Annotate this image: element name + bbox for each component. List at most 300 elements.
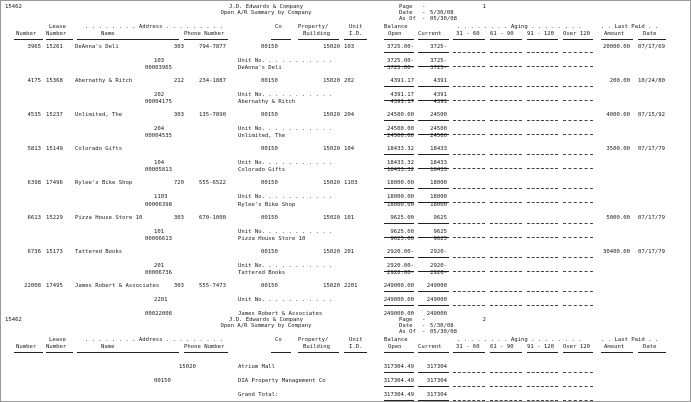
current-underline: [418, 188, 449, 189]
header-underline: [344, 352, 367, 353]
prev-tenant-name: DeAnna's Deli: [238, 65, 282, 71]
aging-31-60-underline: [453, 237, 485, 238]
aging-91-120-underline: [527, 257, 558, 258]
col-header-aging-61-90: 61 - 90: [490, 344, 514, 350]
aging-61-90-underline: [490, 100, 522, 101]
current-underline: [418, 400, 449, 401]
col-header-aging-91-120: 91 - 120: [527, 344, 554, 350]
col-header-lease: Lease: [49, 337, 66, 343]
header-underline: [298, 39, 339, 40]
balance-underline: [384, 291, 414, 292]
aging-61-90-underline: [490, 188, 522, 189]
col-header-building: Building: [303, 31, 330, 37]
balance-underline: [384, 154, 414, 155]
unit-row-number: 1103: [154, 194, 168, 200]
asof-dash: -: [422, 329, 426, 335]
prev-current: 3725-: [430, 65, 447, 71]
prev-alt-number: 00006398: [145, 202, 172, 208]
last-paid-amount: 3500.00: [606, 146, 630, 152]
property-building: 15020: [323, 112, 340, 118]
asof-label: As Of: [399, 16, 416, 22]
current-amount: 3725-: [430, 44, 447, 50]
address-number: 6736: [27, 249, 41, 255]
unit-id: 2201: [344, 283, 358, 289]
page-dash: -: [422, 317, 426, 323]
last-paid-date: 07/17/69: [638, 44, 665, 50]
current-underline: [418, 386, 449, 387]
property-building: 15020: [323, 283, 340, 289]
aging-over-120-underline: [563, 202, 593, 203]
lease-number: 15229: [46, 215, 63, 221]
current-amount: 18000: [430, 180, 447, 186]
col-header-property: Property/: [298, 337, 329, 343]
aging-61-90-underline: [490, 86, 522, 87]
summary-label: Atrium Mall: [238, 364, 276, 370]
aging-91-120-underline: [527, 386, 558, 387]
aging-over-120-underline: [563, 86, 593, 87]
prev-tenant-name: Rylee's Bike Shop: [238, 202, 296, 208]
page-number: 2: [482, 317, 486, 323]
current-underline: [418, 257, 449, 258]
header-underline: [638, 39, 666, 40]
aging-31-60-underline: [453, 86, 485, 87]
summary-code: 00150: [154, 378, 171, 384]
address-number: 5813: [27, 146, 41, 152]
aging-61-90-underline: [490, 168, 522, 169]
prev-current: 18000: [430, 202, 447, 208]
tenant-name: Colorado Gifts: [75, 146, 123, 152]
report-id: 15462: [5, 317, 22, 323]
aging-91-120-underline: [527, 134, 558, 135]
unit-row-number: 201: [154, 263, 165, 269]
col-header-aging-over-120: Over 120: [563, 344, 590, 350]
aging-31-60-underline: [453, 52, 485, 53]
balance-open: 4391.17: [390, 78, 414, 84]
header-underline: [344, 39, 367, 40]
last-paid-amount: 5000.00: [606, 215, 630, 221]
unit-row-number: 202: [154, 92, 165, 98]
prev-balance-open: 3725.00-: [387, 65, 414, 71]
phone-number: 794-7877: [199, 44, 226, 50]
phone-number: 135-7890: [199, 112, 226, 118]
col-header-aging-31-60: 31 - 60: [456, 31, 480, 37]
aging-91-120-underline: [527, 100, 558, 101]
balance-underline: [384, 305, 414, 306]
unit-no-label: Unit No. . . . . . . . . . .: [238, 58, 333, 64]
col-header-number: Number: [16, 31, 37, 37]
address-number: 6398: [27, 180, 41, 186]
aging-61-90-underline: [490, 134, 522, 135]
aging-over-120-underline: [563, 257, 593, 258]
lease-number: 15237: [46, 112, 63, 118]
page-number: 1: [482, 4, 486, 10]
asof-dash: -: [422, 16, 426, 22]
col-header-aging-91-120: 91 - 120: [527, 31, 554, 37]
unit-row-balance: 4391.17: [390, 92, 414, 98]
aging-61-90-underline: [490, 223, 522, 224]
phone-area-code: 303: [173, 112, 184, 118]
asof-label: As Of: [399, 329, 416, 335]
col-header-unit-id: I.D.: [349, 344, 363, 350]
tenant-name: Unlimited, The: [75, 112, 123, 118]
summary-label: Grand Total:: [238, 392, 279, 398]
col-header-unit: Unit: [349, 337, 363, 343]
phone-number: 670-1000: [199, 215, 226, 221]
lease-number: 17495: [46, 283, 63, 289]
unit-no-label: Unit No. . . . . . . . . . .: [238, 297, 333, 303]
header-underline: [184, 352, 228, 353]
unit-id: 1103: [344, 180, 358, 186]
unit-row-current: 2920-: [430, 263, 447, 269]
phone-area-code: 303: [173, 215, 184, 221]
property-building: 15020: [323, 44, 340, 50]
phone-number: 234-1887: [199, 78, 226, 84]
aging-61-90-underline: [490, 305, 522, 306]
company-code: 00150: [261, 249, 278, 255]
date-value: 5/30/08: [430, 323, 454, 329]
lease-number: 15368: [46, 78, 63, 84]
company-name: J.D. Edwards & Company: [228, 317, 304, 323]
aging-over-120-underline: [563, 120, 593, 121]
tenant-name: Rylee's Bike Shop: [75, 180, 133, 186]
balance-open: 2920.00-: [387, 249, 414, 255]
prev-current: 18433: [430, 167, 447, 173]
unit-row-current: 24500: [430, 126, 447, 132]
header-underline: [46, 39, 73, 40]
prev-alt-number: 00005813: [145, 167, 172, 173]
aging-over-120-underline: [563, 400, 593, 401]
phone-area-code: 212: [173, 78, 184, 84]
balance-underline: [384, 120, 414, 121]
last-paid-amount: 30400.00: [603, 249, 630, 255]
company-code: 00150: [261, 44, 278, 50]
prev-balance-open: 9625.00: [390, 236, 414, 242]
unit-row-current: 249000: [426, 297, 447, 303]
unit-row-balance: 3725.00-: [387, 58, 414, 64]
last-paid-amount: 20000.00: [603, 44, 630, 50]
col-header-balance: Balance: [384, 24, 408, 30]
last-paid-date: 07/17/79: [638, 249, 665, 255]
aging-61-90-underline: [490, 257, 522, 258]
balance-underline: [384, 400, 414, 401]
asof-value: 05/30/08: [430, 16, 457, 22]
aging-31-60-underline: [453, 386, 485, 387]
company-code: 00150: [261, 283, 278, 289]
aging-61-90-underline: [490, 66, 522, 67]
current-amount: 249000: [426, 283, 447, 289]
col-header-balance: Balance: [384, 337, 408, 343]
prev-balance-open: 18433.32: [387, 167, 414, 173]
header-underline: [271, 352, 291, 353]
col-header-aging-group: . . . . . . . . Aging . . . . . . . .: [457, 24, 582, 30]
header-underline: [271, 39, 291, 40]
aging-31-60-underline: [453, 66, 485, 67]
lease-number: 15149: [46, 146, 63, 152]
col-header-lease-number: Number: [46, 344, 67, 350]
aging-over-120-underline: [563, 223, 593, 224]
address-number: 4535: [27, 112, 41, 118]
header-underline: [638, 352, 666, 353]
company-code: 00150: [261, 146, 278, 152]
col-header-current: Current: [418, 31, 442, 37]
prev-alt-number: 00004535: [145, 133, 172, 139]
address-number: 22008: [24, 283, 41, 289]
col-header-name: Name: [101, 31, 115, 37]
aging-61-90-underline: [490, 386, 522, 387]
header-underline: [490, 39, 522, 40]
aging-91-120-underline: [527, 271, 558, 272]
aging-91-120-underline: [527, 237, 558, 238]
tenant-name: Pizza House Store 10: [75, 215, 143, 221]
aging-91-120-underline: [527, 305, 558, 306]
balance-underline: [384, 223, 414, 224]
aging-over-120-underline: [563, 154, 593, 155]
aging-31-60-underline: [453, 120, 485, 121]
balance-open: 18000.00: [387, 180, 414, 186]
unit-no-label: Unit No. . . . . . . . . . .: [238, 92, 333, 98]
aging-over-120-underline: [563, 372, 593, 373]
aging-over-120-underline: [563, 237, 593, 238]
company-code: 00150: [261, 112, 278, 118]
page-label: Page: [399, 317, 413, 323]
aging-over-120-underline: [563, 66, 593, 67]
aging-61-90-underline: [490, 291, 522, 292]
summary-code: 15020: [179, 364, 196, 370]
last-paid-date: 07/17/79: [638, 215, 665, 221]
tenant-name: DeAnna's Deli: [75, 44, 119, 50]
balance-open: 9625.00: [390, 215, 414, 221]
col-header-address-group: . . . . . . . . Address . . . . . . . . .: [85, 337, 224, 343]
col-header-co: Co: [275, 337, 282, 343]
col-header-current: Current: [418, 344, 442, 350]
col-header-property: Property/: [298, 24, 329, 30]
aging-over-120-underline: [563, 134, 593, 135]
last-paid-amount: 200.00: [609, 78, 630, 84]
aging-31-60-underline: [453, 134, 485, 135]
lease-number: 15173: [46, 249, 63, 255]
company-code: 00150: [261, 78, 278, 84]
header-underline: [14, 352, 43, 353]
phone-area-code: 303: [173, 44, 184, 50]
col-header-last-paid-date: Date: [643, 344, 657, 350]
current-amount: 4391: [433, 78, 447, 84]
aging-91-120-underline: [527, 120, 558, 121]
col-header-name: Name: [101, 344, 115, 350]
tenant-name: Tattered Books: [75, 249, 123, 255]
summary-current: 317304: [426, 378, 447, 384]
lease-number: 15261: [46, 44, 63, 50]
header-underline: [384, 39, 414, 40]
prev-balance-open: 18000.00: [387, 202, 414, 208]
header-underline: [527, 352, 558, 353]
phone-number: 555-6522: [199, 180, 226, 186]
unit-row-current: 3725-: [430, 58, 447, 64]
prev-alt-number: 00006613: [145, 236, 172, 242]
current-amount: 9625: [433, 215, 447, 221]
col-header-last-paid-amount: Amount: [604, 344, 625, 350]
current-amount: 18433: [430, 146, 447, 152]
unit-no-label: Unit No. . . . . . . . . . .: [238, 229, 333, 235]
last-alt-number: 00022008: [145, 311, 172, 317]
col-header-building: Building: [303, 344, 330, 350]
current-underline: [418, 154, 449, 155]
col-header-open: Open: [388, 31, 402, 37]
col-header-aging-over-120: Over 120: [563, 31, 590, 37]
aging-31-60-underline: [453, 400, 485, 401]
unit-id: 101: [344, 215, 355, 221]
summary-balance-open: 317304.49: [383, 378, 414, 384]
col-header-co: Co: [275, 24, 282, 30]
aging-31-60-underline: [453, 372, 485, 373]
header-underline: [453, 39, 485, 40]
header-underline: [563, 39, 593, 40]
prev-current: 2920-: [430, 270, 447, 276]
aging-over-120-underline: [563, 291, 593, 292]
header-underline: [77, 39, 179, 40]
company-code: 00150: [261, 180, 278, 186]
header-underline: [601, 39, 633, 40]
unit-no-label: Unit No. . . . . . . . . . .: [238, 194, 333, 200]
aging-31-60-underline: [453, 291, 485, 292]
aging-over-120-underline: [563, 52, 593, 53]
current-underline: [418, 305, 449, 306]
aging-over-120-underline: [563, 100, 593, 101]
col-header-last-paid-amount: Amount: [604, 31, 625, 37]
unit-row-balance: 249000.00: [383, 297, 414, 303]
aging-61-90-underline: [490, 202, 522, 203]
col-header-lease-number: Number: [46, 31, 67, 37]
unit-row-current: 18000: [430, 194, 447, 200]
balance-underline: [384, 86, 414, 87]
header-underline: [601, 352, 633, 353]
header-underline: [77, 352, 179, 353]
aging-91-120-underline: [527, 291, 558, 292]
unit-row-balance: 18000.00: [387, 194, 414, 200]
prev-tenant-name: Unlimited, The: [238, 133, 286, 139]
last-paid-date: 07/17/79: [638, 146, 665, 152]
property-building: 15020: [323, 180, 340, 186]
col-header-unit-id: I.D.: [349, 31, 363, 37]
col-header-aging-61-90: 61 - 90: [490, 31, 514, 37]
property-building: 15020: [323, 249, 340, 255]
col-header-aging-group: . . . . . . . . Aging . . . . . . . .: [457, 337, 582, 343]
date-value: 5/30/08: [430, 10, 454, 16]
unit-row-number: 101: [154, 229, 165, 235]
current-underline: [418, 86, 449, 87]
prev-current: 24500: [430, 133, 447, 139]
col-header-last-paid-date: Date: [643, 31, 657, 37]
prev-current: 4391: [433, 99, 447, 105]
header-underline: [384, 352, 414, 353]
aging-61-90-underline: [490, 372, 522, 373]
balance-open: 18433.32: [387, 146, 414, 152]
aging-over-120-underline: [563, 305, 593, 306]
aging-31-60-underline: [453, 305, 485, 306]
prev-current: 9625: [433, 236, 447, 242]
phone-number: 555-7473: [199, 283, 226, 289]
header-underline: [490, 352, 522, 353]
prev-tenant-name: Abernathy & Ritch: [238, 99, 296, 105]
asof-value: 05/30/08: [430, 329, 457, 335]
unit-id: 201: [344, 249, 355, 255]
prev-tenant-name: Pizza House Store 10: [238, 236, 306, 242]
date-label: Date: [399, 10, 413, 16]
aging-31-60-underline: [453, 154, 485, 155]
header-underline: [14, 39, 43, 40]
current-underline: [418, 52, 449, 53]
unit-row-number: 204: [154, 126, 165, 132]
unit-no-label: Unit No. . . . . . . . . . .: [238, 263, 333, 269]
unit-row-balance: 9625.00: [390, 229, 414, 235]
property-building: 15020: [323, 78, 340, 84]
aging-over-120-underline: [563, 168, 593, 169]
company-name: J.D. Edwards & Company: [228, 4, 304, 10]
prev-alt-number: 00006736: [145, 270, 172, 276]
unit-row-current: 9625: [433, 229, 447, 235]
date-label: Date: [399, 323, 413, 329]
header-underline: [563, 352, 593, 353]
header-underline: [184, 39, 228, 40]
unit-row-balance: 18433.32: [387, 160, 414, 166]
report-title: Open A/R Summary by Company: [220, 10, 312, 16]
aging-over-120-underline: [563, 271, 593, 272]
col-header-phone: Phone Number: [184, 344, 225, 350]
last-current: 249000: [426, 311, 447, 317]
prev-tenant-name: Colorado Gifts: [238, 167, 286, 173]
summary-balance-open: 317304.49: [383, 392, 414, 398]
header-underline: [46, 352, 73, 353]
current-underline: [418, 372, 449, 373]
aging-91-120-underline: [527, 188, 558, 189]
aging-31-60-underline: [453, 257, 485, 258]
aging-31-60-underline: [453, 202, 485, 203]
aging-91-120-underline: [527, 154, 558, 155]
last-tenant-name: James Robert & Associates: [238, 311, 323, 317]
address-number: 4175: [27, 78, 41, 84]
prev-alt-number: 00003965: [145, 65, 172, 71]
company-code: 00150: [261, 215, 278, 221]
balance-open: 3725.00-: [387, 44, 414, 50]
prev-balance-open: 24500.00: [387, 133, 414, 139]
aging-31-60-underline: [453, 271, 485, 272]
balance-underline: [384, 386, 414, 387]
date-dash: -: [422, 323, 426, 329]
last-paid-date: 07/15/92: [638, 112, 665, 118]
aging-31-60-underline: [453, 188, 485, 189]
unit-row-number: 104: [154, 160, 165, 166]
prev-alt-number: 00004175: [145, 99, 172, 105]
unit-row-balance: 2920.00-: [387, 263, 414, 269]
page-dash: -: [422, 4, 426, 10]
tenant-name: Abernathy & Ritch: [75, 78, 133, 84]
unit-row-balance: 24500.00: [387, 126, 414, 132]
address-number: 3965: [27, 44, 41, 50]
balance-underline: [384, 372, 414, 373]
aging-31-60-underline: [453, 223, 485, 224]
header-underline: [527, 39, 558, 40]
balance-underline: [384, 52, 414, 53]
prev-balance-open: 4391.17: [390, 99, 414, 105]
current-amount: 2920-: [430, 249, 447, 255]
tenant-name: James Robert & Associates: [75, 283, 160, 289]
aging-91-120-underline: [527, 202, 558, 203]
unit-row-number: 103: [154, 58, 165, 64]
last-paid-amount: 4000.00: [606, 112, 630, 118]
aging-91-120-underline: [527, 372, 558, 373]
page-label: Page: [399, 4, 413, 10]
aging-91-120-underline: [527, 52, 558, 53]
col-header-open: Open: [388, 344, 402, 350]
